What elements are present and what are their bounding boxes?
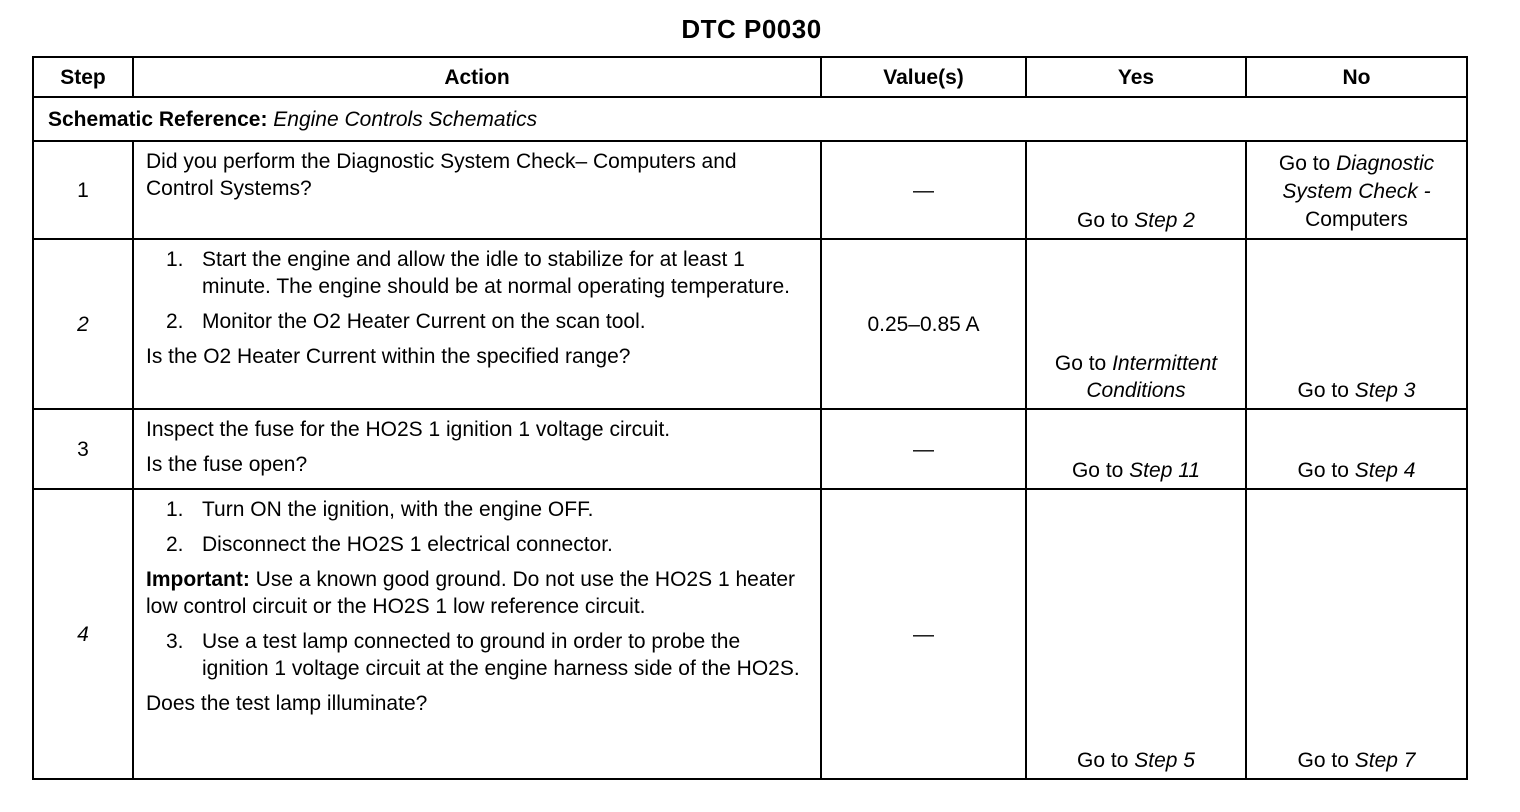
- header-yes: Yes: [1026, 57, 1246, 97]
- action-steps: [146, 246, 808, 335]
- no-prefix: Go to: [1297, 379, 1355, 402]
- yes-cell[interactable]: [1026, 239, 1246, 409]
- table-row: [33, 489, 1467, 779]
- action-steps: [146, 628, 808, 682]
- question-text: Does the test lamp illuminate?: [146, 692, 428, 715]
- no-prefix: Go to: [1278, 152, 1337, 175]
- no-cell[interactable]: [1246, 141, 1467, 239]
- value-cell: 0.25–0.85 A: [821, 239, 1026, 409]
- step-number: 1: [33, 141, 133, 239]
- item-text: Monitor the O2 Heater Current on the scan tool.: [202, 310, 646, 333]
- item-number: 2.: [166, 533, 184, 556]
- reference-label: Schematic Reference:: [48, 107, 268, 131]
- action-cell: [133, 489, 821, 779]
- table-row: [33, 239, 1467, 409]
- value-cell: —: [821, 489, 1026, 779]
- important-label: Important:: [146, 568, 250, 591]
- yes-link[interactable]: Step 2: [1134, 209, 1195, 232]
- item-number: 1.: [166, 498, 184, 521]
- question-text: Is the fuse open?: [146, 453, 308, 476]
- diagnostic-table: [32, 56, 1468, 780]
- question-text: Is the O2 Heater Current within the specified range?: [146, 345, 631, 368]
- yes-cell[interactable]: [1026, 141, 1246, 239]
- item-number: 2.: [166, 310, 184, 333]
- item-number: 1.: [166, 248, 184, 271]
- item-text: Use a test lamp connected to ground in order to probe the ignition 1 voltage circuit at the engine harness side of the HO2S.: [202, 630, 800, 680]
- no-cell[interactable]: [1246, 239, 1467, 409]
- no-suffix: Computers: [1305, 208, 1408, 231]
- important-text: Use a known good ground. Do not use the HO2S 1 heater low control circuit or the HO2S 1 low reference circuit.: [146, 568, 796, 618]
- no-link[interactable]: Diagnostic System Check -: [1282, 152, 1435, 203]
- list-item: [146, 531, 808, 558]
- action-text: Did you perform the Diagnostic System Check– Computers and Control Systems?: [146, 150, 737, 200]
- action-cell: [133, 409, 821, 489]
- yes-link[interactable]: Intermittent Conditions: [1086, 352, 1218, 402]
- yes-cell[interactable]: [1026, 489, 1246, 779]
- schematic-reference: [33, 97, 1467, 141]
- list-item: [146, 308, 808, 335]
- step-number: 2: [33, 239, 133, 409]
- no-link[interactable]: Step 4: [1354, 459, 1416, 482]
- yes-link[interactable]: Step 11: [1129, 459, 1201, 482]
- header-row: [33, 57, 1467, 97]
- step-number: 3: [33, 409, 133, 489]
- step-number: 4: [33, 489, 133, 779]
- list-item: [146, 246, 808, 300]
- list-item: [146, 496, 808, 523]
- item-number: 3.: [166, 630, 184, 653]
- header-action: Action: [133, 57, 821, 97]
- header-no: No: [1246, 57, 1467, 97]
- list-item: [146, 628, 808, 682]
- action-cell: [133, 141, 821, 239]
- reference-link[interactable]: Engine Controls Schematics: [273, 107, 538, 131]
- yes-prefix: Go to: [1077, 209, 1135, 232]
- important-note: [146, 566, 808, 620]
- yes-prefix: Go to: [1077, 749, 1135, 772]
- no-prefix: Go to: [1297, 459, 1355, 482]
- page-title: DTC P0030: [681, 14, 822, 44]
- no-link[interactable]: Step 7: [1354, 749, 1416, 772]
- yes-prefix: Go to: [1054, 352, 1113, 375]
- no-prefix: Go to: [1297, 749, 1355, 772]
- header-step: Step: [33, 57, 133, 97]
- action-steps: [146, 496, 808, 558]
- item-text: Turn ON the ignition, with the engine OFF.: [202, 498, 594, 521]
- yes-prefix: Go to: [1071, 459, 1130, 482]
- no-cell[interactable]: [1246, 409, 1467, 489]
- yes-link[interactable]: Step 5: [1134, 749, 1195, 772]
- item-text: Start the engine and allow the idle to stabilize for at least 1 minute. The engine should be at normal operating temperature.: [202, 248, 790, 298]
- yes-cell[interactable]: [1026, 409, 1246, 489]
- header-values: Value(s): [821, 57, 1026, 97]
- action-cell: [133, 239, 821, 409]
- table-row: [33, 141, 1467, 239]
- table-row: [33, 409, 1467, 489]
- no-link[interactable]: Step 3: [1354, 379, 1416, 402]
- value-cell: —: [821, 409, 1026, 489]
- reference-row: [33, 97, 1467, 141]
- action-text: Inspect the fuse for the HO2S 1 ignition 1 voltage circuit.: [146, 418, 671, 441]
- no-cell[interactable]: [1246, 489, 1467, 779]
- item-text: Disconnect the HO2S 1 electrical connector.: [202, 533, 613, 556]
- value-cell: —: [821, 141, 1026, 239]
